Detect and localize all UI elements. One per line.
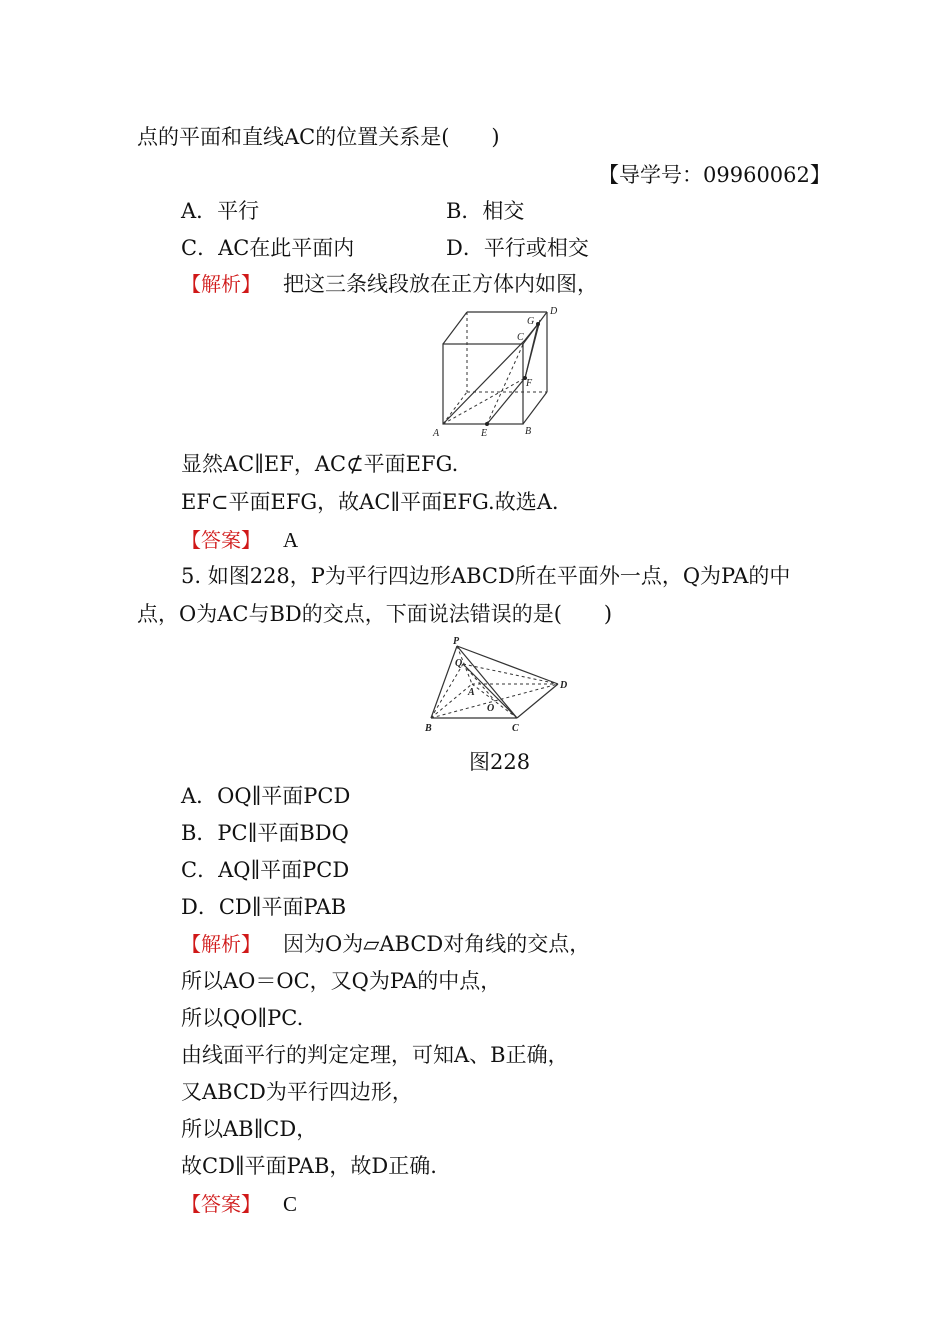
q5-option-d: D．CD∥平面PAB — [181, 895, 347, 919]
q5-option-a: A．OQ∥平面PCD — [181, 784, 351, 808]
q5-analysis-line-6: 所以AB∥CD， — [181, 1117, 318, 1141]
q5-analysis-line-7: 故CD∥平面PAB，故D正确. — [181, 1154, 437, 1178]
label-a: A — [468, 687, 475, 698]
q4-option-c: C．AC在此平面内 — [181, 236, 355, 260]
q4-answer — [181, 525, 298, 555]
label-f: F — [526, 378, 533, 389]
answer-value: C — [283, 1192, 298, 1216]
q5-answer — [181, 1189, 297, 1219]
label-c: C — [512, 723, 519, 734]
q4-option-a: A．平行 — [181, 199, 260, 223]
q5-option-c: C．AQ∥平面PCD — [181, 858, 350, 882]
q5-analysis-line-1 — [181, 929, 590, 959]
q4-analysis-line-1 — [181, 269, 598, 299]
q4-analysis-line-3: EF⊂平面EFG，故AC∥平面EFG.故选A. — [181, 490, 559, 514]
analysis-text: 把这三条线段放在正方体内如图， — [283, 272, 598, 296]
label-d: D — [560, 680, 568, 691]
segment-ef — [487, 378, 525, 424]
analysis-tag: 【解析】 — [181, 272, 261, 296]
q5-analysis-line-3: 所以QO∥PC. — [181, 1006, 304, 1030]
label-d: D — [550, 306, 558, 317]
label-e: E — [481, 428, 488, 439]
label-b: B — [525, 426, 532, 437]
cube-figure — [425, 300, 575, 440]
analysis-text: 因为O为▱ABCD对角线的交点， — [283, 932, 591, 956]
figure-caption: 图228 — [469, 750, 531, 774]
q4-stem-continuation: 点的平面和直线AC的位置关系是( ) — [137, 125, 500, 149]
q5-option-b: B．PC∥平面BDQ — [181, 821, 349, 845]
q4-option-b: B．相交 — [446, 199, 525, 223]
pyramid-figure — [415, 634, 580, 739]
q4-option-d: D．平行或相交 — [446, 236, 589, 260]
label-o: O — [487, 703, 495, 714]
q5-analysis-line-4: 由线面平行的判定定理，可知A、B正确， — [181, 1043, 569, 1067]
q5-stem-line-2: 点，O为AC与BD的交点，下面说法错误的是( ) — [137, 602, 613, 626]
analysis-tag: 【解析】 — [181, 932, 261, 956]
answer-tag: 【答案】 — [181, 1192, 261, 1216]
label-g: G — [527, 316, 535, 327]
q4-analysis-line-2: 显然AC∥EF，AC⊄平面EFG. — [181, 452, 459, 476]
label-a: A — [433, 428, 440, 439]
edge-pb — [431, 646, 457, 718]
segment-ac — [443, 340, 525, 424]
label-c: C — [517, 332, 524, 343]
q5-analysis-line-2: 所以AO＝OC，又Q为PA的中点， — [181, 969, 502, 993]
guide-number: 【导学号：09960062】 — [598, 163, 831, 187]
answer-value: A — [283, 528, 299, 552]
q5-stem-line-1: 5. 如图228，P为平行四边形ABCD所在平面外一点，Q为PA的中 — [181, 564, 791, 588]
label-p: P — [453, 636, 460, 647]
q5-analysis-line-5: 又ABCD为平行四边形， — [181, 1080, 413, 1104]
label-b: B — [425, 723, 432, 734]
answer-tag: 【答案】 — [181, 528, 261, 552]
label-q: Q — [455, 658, 463, 669]
